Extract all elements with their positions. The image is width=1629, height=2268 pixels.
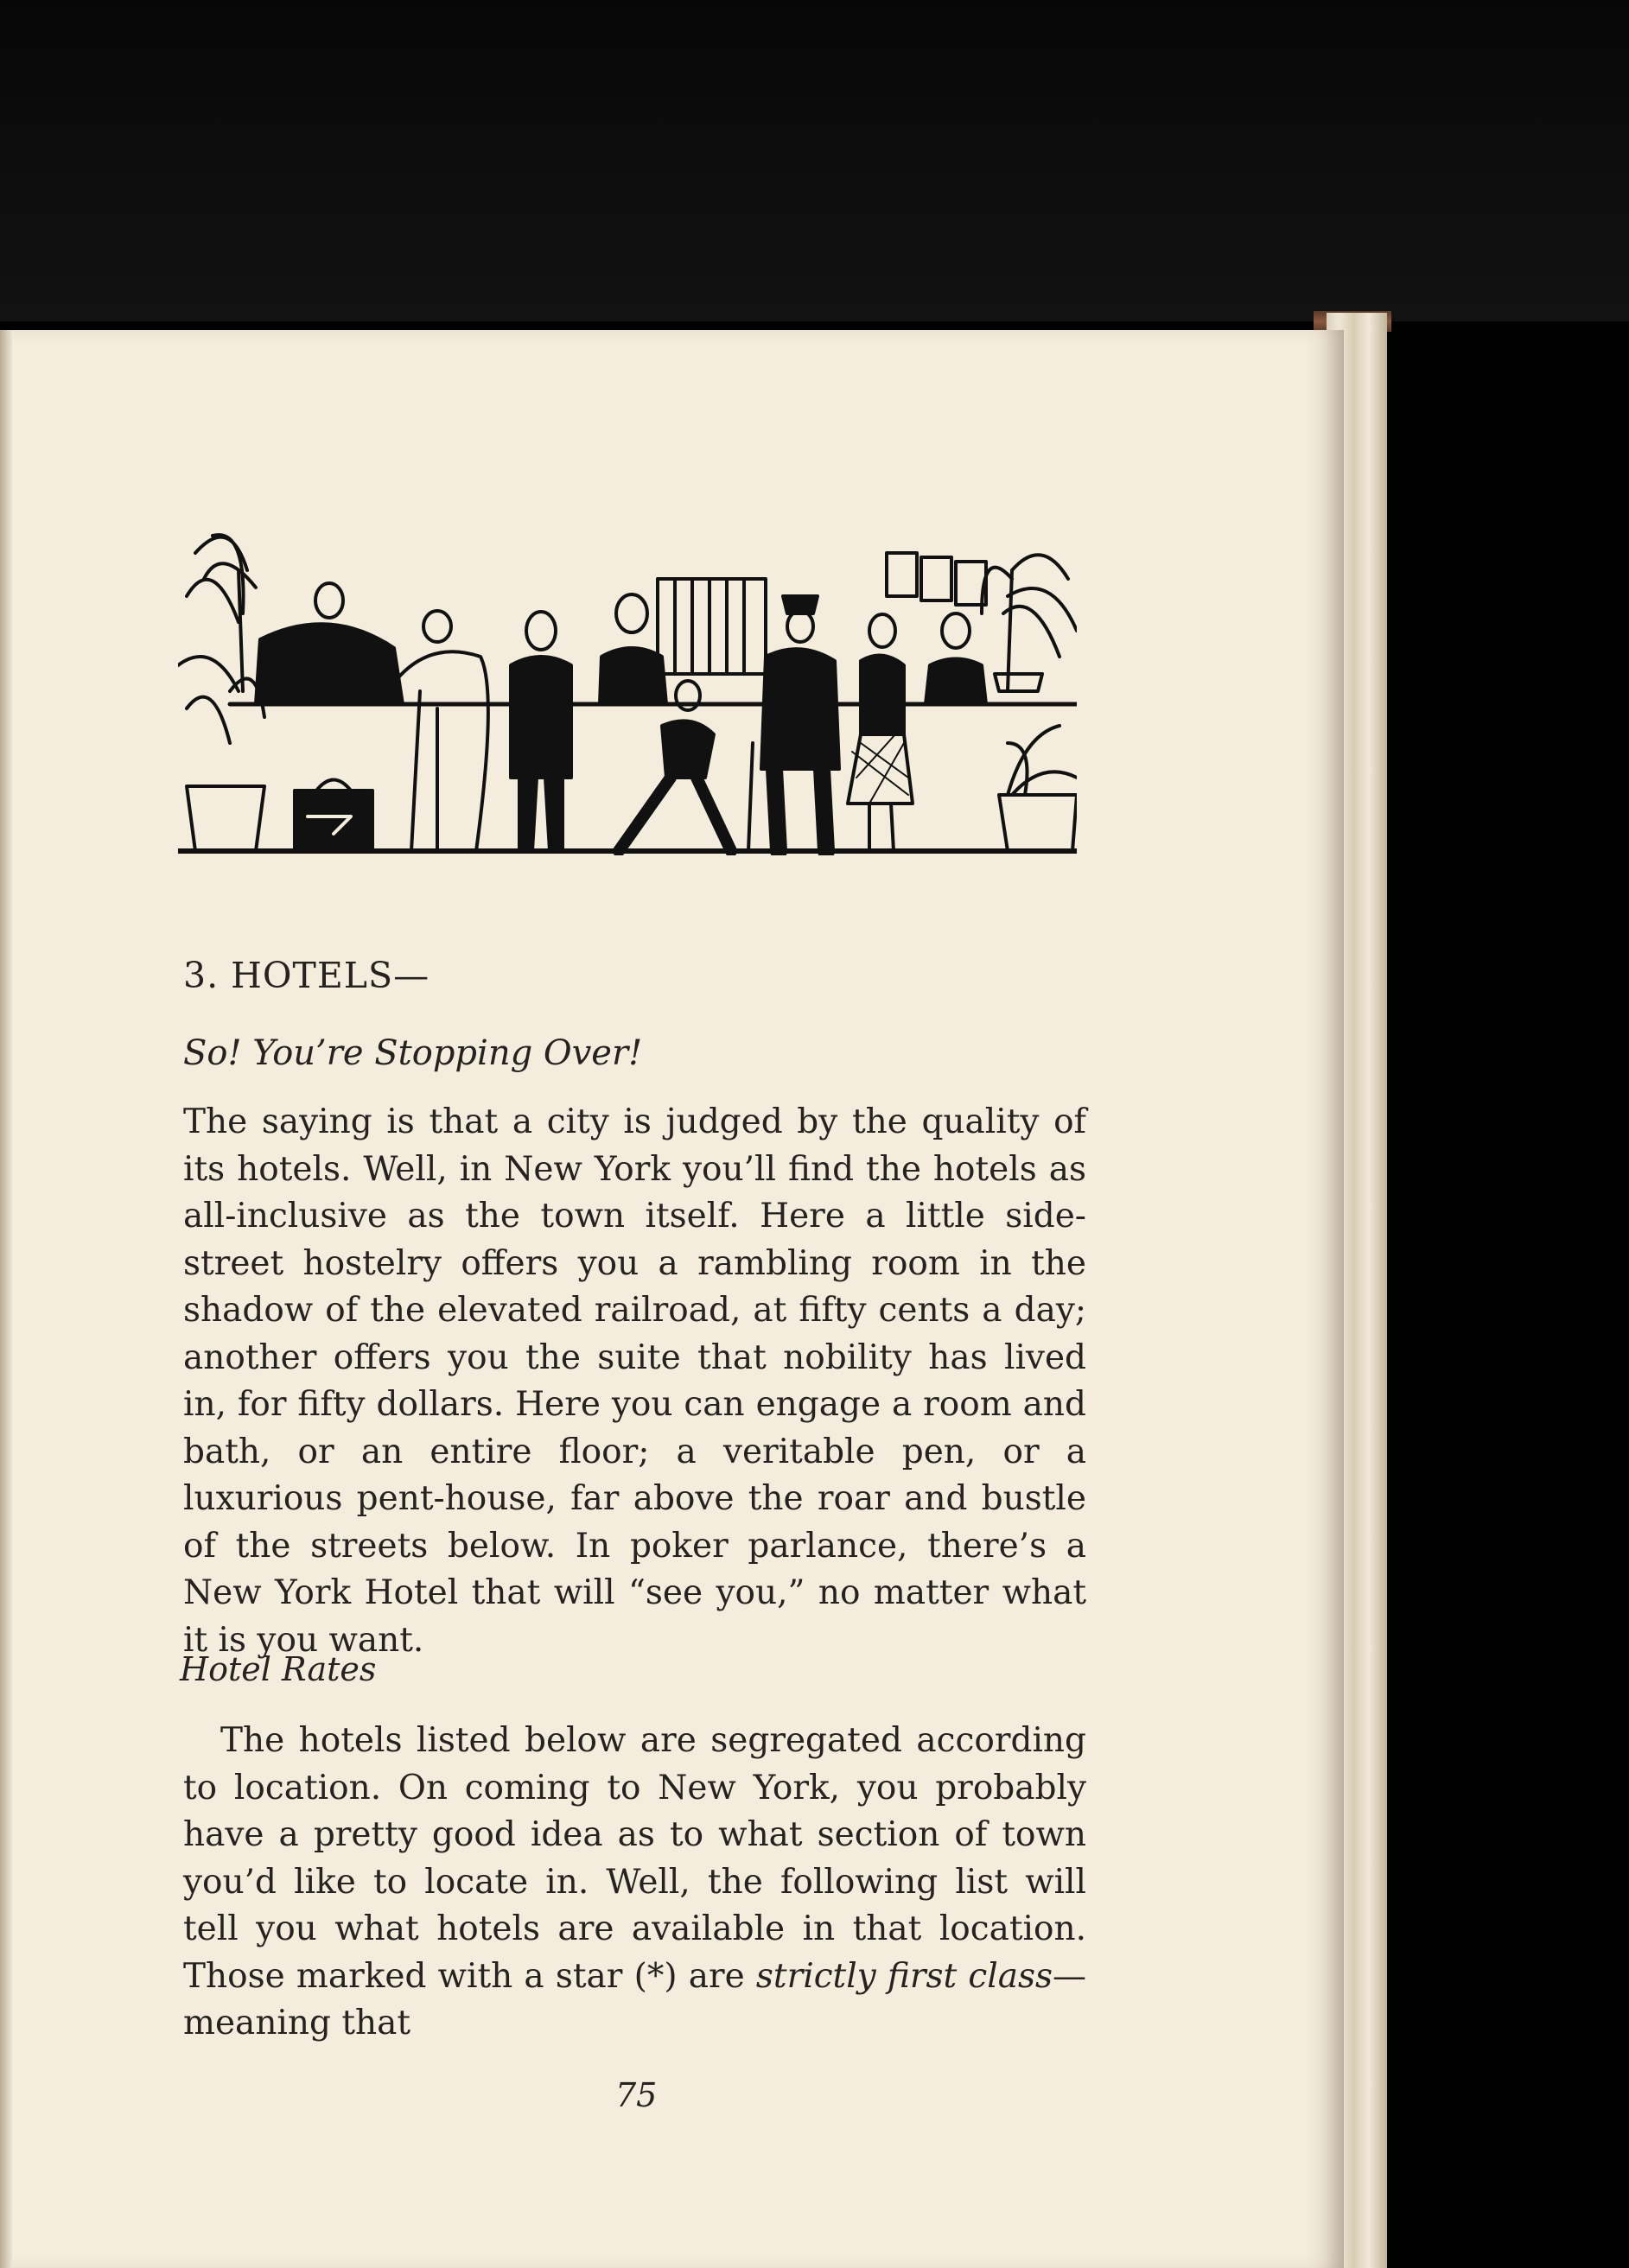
plant-pot-left-icon <box>178 657 264 851</box>
section-heading: Hotel Rates <box>180 1650 377 1688</box>
body-paragraph-2 <box>183 1718 1086 2048</box>
page-number: 75 <box>615 2076 658 2114</box>
walking-bellboy-figure <box>619 681 731 851</box>
scan-background <box>0 0 1629 321</box>
leaning-guest-figure <box>394 611 488 851</box>
page-gutter <box>0 330 12 2268</box>
paragraph-2-text: The hotels listed below are segregated according to location. On coming to New York, you probably have a pretty good idea as to what section of town you’d like to locate in. Well, the following list will tell you what hotels are available in that location. Those marked with a star (*) are <box>183 1721 1086 1996</box>
woman-plaid-skirt-figure <box>848 614 913 851</box>
paragraph-2-tail: —meaning that <box>183 1956 1087 2042</box>
plant-pot-right-icon <box>999 726 1077 851</box>
palm-right-icon <box>982 555 1077 691</box>
suitcase-icon <box>295 780 372 852</box>
right-clerk-figure <box>926 613 986 704</box>
desk-clerk-figure <box>256 583 403 704</box>
tall-man-hat-figure <box>748 596 839 851</box>
mail-slots-icon <box>887 553 986 605</box>
chapter-subtitle: So! You’re Stopping Over! <box>183 1033 643 1073</box>
hotel-lobby-illustration <box>178 518 1077 855</box>
key-rack-icon <box>658 579 766 674</box>
chapter-title: 3. HOTELS— <box>183 955 430 996</box>
paragraph-2-emphasis: strictly first class <box>755 1956 1053 1996</box>
bellhop-figure <box>511 612 571 851</box>
body-paragraph-1: The saying is that a city is judged by the quality of its hotels. Well, in New York you’ll find the hotels as all-inclusive as the town itself. Here a little side-street hostelry offers you a rambling room in the shadow of the elevated railroad, at fifty cents a day; another offers you the suite that nobility has lived in, for fifty dollars. Here you can engage a room and bath, or an entire floor; a veritable pen, or a luxurious pent-house, far above the roar and bustle of the streets below. In poker parlance, there’s a New York Hotel that will “see you,” no matter what it is you want. <box>183 1102 1086 1660</box>
